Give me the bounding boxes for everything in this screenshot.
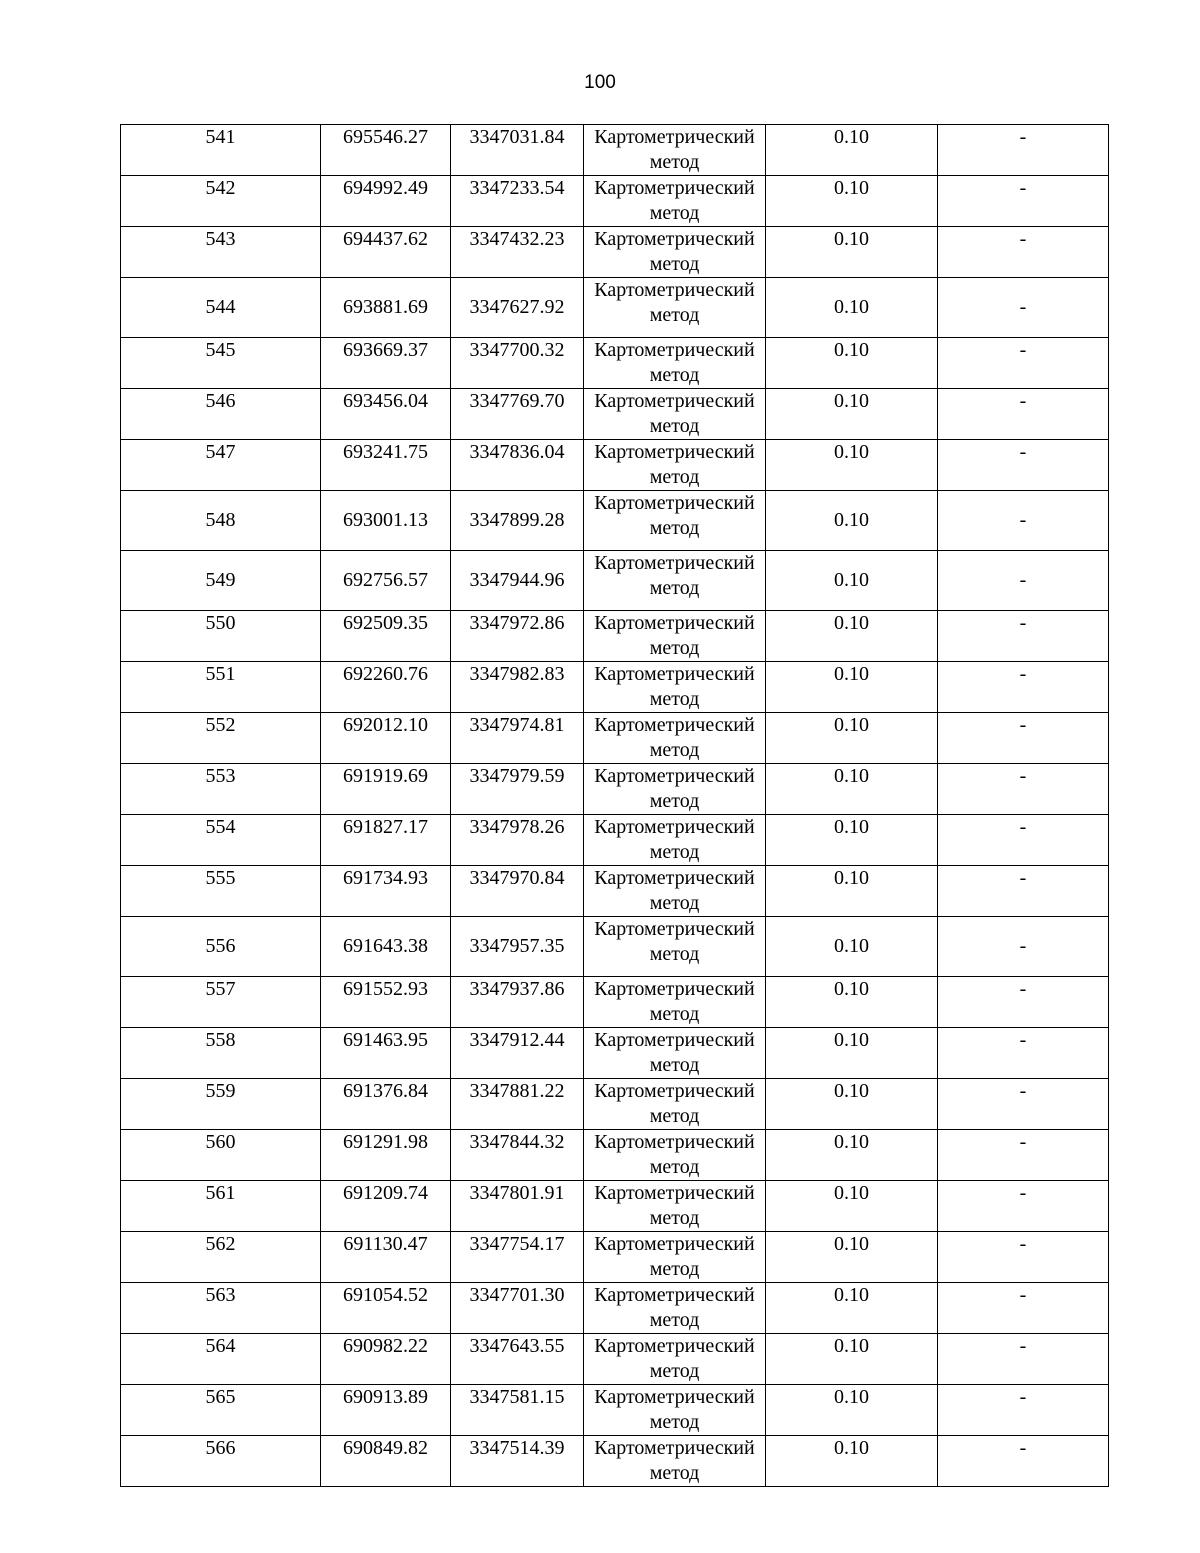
y-coordinate-cell: 3347031.84 [451,125,584,176]
accuracy-cell: 0.10 [766,491,938,551]
y-coordinate-cell: 3347581.15 [451,1385,584,1436]
method-cell: Картометрический метод [584,1028,766,1079]
method-cell: Картометрический метод [584,1232,766,1283]
method-cell: Картометрический метод [584,551,766,611]
accuracy-cell: 0.10 [766,1283,938,1334]
note-cell: - [938,440,1109,491]
point-number-cell: 544 [121,278,321,338]
note-cell: - [938,125,1109,176]
table-row [121,866,1109,917]
x-coordinate-cell: 693241.75 [321,440,451,491]
point-number-cell: 566 [121,1436,321,1487]
table-row [121,815,1109,866]
note-cell: - [938,1130,1109,1181]
y-coordinate-cell: 3347970.84 [451,866,584,917]
method-cell: Картометрический метод [584,917,766,977]
point-number-cell: 554 [121,815,321,866]
x-coordinate-cell: 693001.13 [321,491,451,551]
method-cell: Картометрический метод [584,176,766,227]
point-number-cell: 550 [121,611,321,662]
note-cell: - [938,815,1109,866]
accuracy-cell: 0.10 [766,551,938,611]
point-number-cell: 549 [121,551,321,611]
y-coordinate-cell: 3347957.35 [451,917,584,977]
coordinates-table [120,124,1109,1487]
point-number-cell: 565 [121,1385,321,1436]
x-coordinate-cell: 691376.84 [321,1079,451,1130]
y-coordinate-cell: 3347701.30 [451,1283,584,1334]
table-row [121,1130,1109,1181]
x-coordinate-cell: 692756.57 [321,551,451,611]
x-coordinate-cell: 691919.69 [321,764,451,815]
point-number-cell: 545 [121,338,321,389]
y-coordinate-cell: 3347801.91 [451,1181,584,1232]
point-number-cell: 546 [121,389,321,440]
table-row [121,1232,1109,1283]
y-coordinate-cell: 3347700.32 [451,338,584,389]
y-coordinate-cell: 3347982.83 [451,662,584,713]
note-cell: - [938,1334,1109,1385]
table-row [121,389,1109,440]
accuracy-cell: 0.10 [766,1028,938,1079]
y-coordinate-cell: 3347643.55 [451,1334,584,1385]
accuracy-cell: 0.10 [766,662,938,713]
method-cell: Картометрический метод [584,278,766,338]
point-number-cell: 562 [121,1232,321,1283]
point-number-cell: 553 [121,764,321,815]
accuracy-cell: 0.10 [766,1130,938,1181]
note-cell: - [938,1385,1109,1436]
accuracy-cell: 0.10 [766,977,938,1028]
note-cell: - [938,389,1109,440]
x-coordinate-cell: 694437.62 [321,227,451,278]
note-cell: - [938,176,1109,227]
method-cell: Картометрический метод [584,338,766,389]
accuracy-cell: 0.10 [766,1079,938,1130]
accuracy-cell: 0.10 [766,227,938,278]
method-cell: Картометрический метод [584,1130,766,1181]
x-coordinate-cell: 693669.37 [321,338,451,389]
method-cell: Картометрический метод [584,713,766,764]
note-cell: - [938,611,1109,662]
point-number-cell: 541 [121,125,321,176]
accuracy-cell: 0.10 [766,278,938,338]
x-coordinate-cell: 692509.35 [321,611,451,662]
y-coordinate-cell: 3347769.70 [451,389,584,440]
accuracy-cell: 0.10 [766,1436,938,1487]
method-cell: Картометрический метод [584,977,766,1028]
point-number-cell: 560 [121,1130,321,1181]
x-coordinate-cell: 691463.95 [321,1028,451,1079]
table-row [121,338,1109,389]
note-cell: - [938,278,1109,338]
table-row [121,1079,1109,1130]
accuracy-cell: 0.10 [766,1181,938,1232]
accuracy-cell: 0.10 [766,764,938,815]
x-coordinate-cell: 690982.22 [321,1334,451,1385]
x-coordinate-cell: 691054.52 [321,1283,451,1334]
accuracy-cell: 0.10 [766,866,938,917]
table-row [121,662,1109,713]
point-number-cell: 547 [121,440,321,491]
table-row [121,551,1109,611]
note-cell: - [938,1079,1109,1130]
note-cell: - [938,338,1109,389]
x-coordinate-cell: 691734.93 [321,866,451,917]
method-cell: Картометрический метод [584,611,766,662]
note-cell: - [938,977,1109,1028]
y-coordinate-cell: 3347979.59 [451,764,584,815]
note-cell: - [938,866,1109,917]
method-cell: Картометрический метод [584,764,766,815]
table-row [121,713,1109,764]
table-row [121,1385,1109,1436]
table-row [121,278,1109,338]
note-cell: - [938,1232,1109,1283]
x-coordinate-cell: 695546.27 [321,125,451,176]
y-coordinate-cell: 3347514.39 [451,1436,584,1487]
accuracy-cell: 0.10 [766,917,938,977]
point-number-cell: 556 [121,917,321,977]
x-coordinate-cell: 691209.74 [321,1181,451,1232]
point-number-cell: 542 [121,176,321,227]
x-coordinate-cell: 690913.89 [321,1385,451,1436]
y-coordinate-cell: 3347978.26 [451,815,584,866]
method-cell: Картометрический метод [584,1283,766,1334]
table-row [121,917,1109,977]
table-row [121,227,1109,278]
page-number: 100 [584,72,616,93]
method-cell: Картометрический метод [584,1079,766,1130]
note-cell: - [938,1181,1109,1232]
y-coordinate-cell: 3347754.17 [451,1232,584,1283]
y-coordinate-cell: 3347912.44 [451,1028,584,1079]
method-cell: Картометрический метод [584,227,766,278]
x-coordinate-cell: 691130.47 [321,1232,451,1283]
note-cell: - [938,551,1109,611]
y-coordinate-cell: 3347937.86 [451,977,584,1028]
table-row [121,1436,1109,1487]
x-coordinate-cell: 692260.76 [321,662,451,713]
y-coordinate-cell: 3347836.04 [451,440,584,491]
x-coordinate-cell: 691552.93 [321,977,451,1028]
y-coordinate-cell: 3347627.92 [451,278,584,338]
x-coordinate-cell: 692012.10 [321,713,451,764]
table-row [121,1181,1109,1232]
table-row [121,1028,1109,1079]
table-row [121,491,1109,551]
y-coordinate-cell: 3347432.23 [451,227,584,278]
y-coordinate-cell: 3347972.86 [451,611,584,662]
note-cell: - [938,662,1109,713]
y-coordinate-cell: 3347233.54 [451,176,584,227]
method-cell: Картометрический метод [584,440,766,491]
accuracy-cell: 0.10 [766,125,938,176]
table-row [121,440,1109,491]
point-number-cell: 563 [121,1283,321,1334]
y-coordinate-cell: 3347881.22 [451,1079,584,1130]
accuracy-cell: 0.10 [766,440,938,491]
method-cell: Картометрический метод [584,1385,766,1436]
table-row [121,1334,1109,1385]
table-row [121,611,1109,662]
x-coordinate-cell: 691643.38 [321,917,451,977]
note-cell: - [938,227,1109,278]
accuracy-cell: 0.10 [766,338,938,389]
accuracy-cell: 0.10 [766,1385,938,1436]
y-coordinate-cell: 3347844.32 [451,1130,584,1181]
point-number-cell: 555 [121,866,321,917]
table-row [121,1283,1109,1334]
accuracy-cell: 0.10 [766,176,938,227]
method-cell: Картометрический метод [584,389,766,440]
point-number-cell: 557 [121,977,321,1028]
method-cell: Картометрический метод [584,1181,766,1232]
accuracy-cell: 0.10 [766,611,938,662]
table-row [121,977,1109,1028]
note-cell: - [938,1436,1109,1487]
accuracy-cell: 0.10 [766,1232,938,1283]
method-cell: Картометрический метод [584,491,766,551]
note-cell: - [938,764,1109,815]
point-number-cell: 551 [121,662,321,713]
method-cell: Картометрический метод [584,1436,766,1487]
accuracy-cell: 0.10 [766,815,938,866]
x-coordinate-cell: 691291.98 [321,1130,451,1181]
x-coordinate-cell: 691827.17 [321,815,451,866]
note-cell: - [938,917,1109,977]
x-coordinate-cell: 693881.69 [321,278,451,338]
method-cell: Картометрический метод [584,125,766,176]
table-body [121,125,1109,1487]
point-number-cell: 559 [121,1079,321,1130]
y-coordinate-cell: 3347899.28 [451,491,584,551]
point-number-cell: 558 [121,1028,321,1079]
point-number-cell: 561 [121,1181,321,1232]
x-coordinate-cell: 690849.82 [321,1436,451,1487]
method-cell: Картометрический метод [584,815,766,866]
point-number-cell: 564 [121,1334,321,1385]
table-row [121,764,1109,815]
note-cell: - [938,1028,1109,1079]
y-coordinate-cell: 3347974.81 [451,713,584,764]
method-cell: Картометрический метод [584,866,766,917]
accuracy-cell: 0.10 [766,1334,938,1385]
point-number-cell: 552 [121,713,321,764]
y-coordinate-cell: 3347944.96 [451,551,584,611]
accuracy-cell: 0.10 [766,389,938,440]
x-coordinate-cell: 693456.04 [321,389,451,440]
accuracy-cell: 0.10 [766,713,938,764]
note-cell: - [938,1283,1109,1334]
note-cell: - [938,491,1109,551]
point-number-cell: 548 [121,491,321,551]
table-row [121,125,1109,176]
table-row [121,176,1109,227]
x-coordinate-cell: 694992.49 [321,176,451,227]
note-cell: - [938,713,1109,764]
method-cell: Картометрический метод [584,1334,766,1385]
method-cell: Картометрический метод [584,662,766,713]
point-number-cell: 543 [121,227,321,278]
